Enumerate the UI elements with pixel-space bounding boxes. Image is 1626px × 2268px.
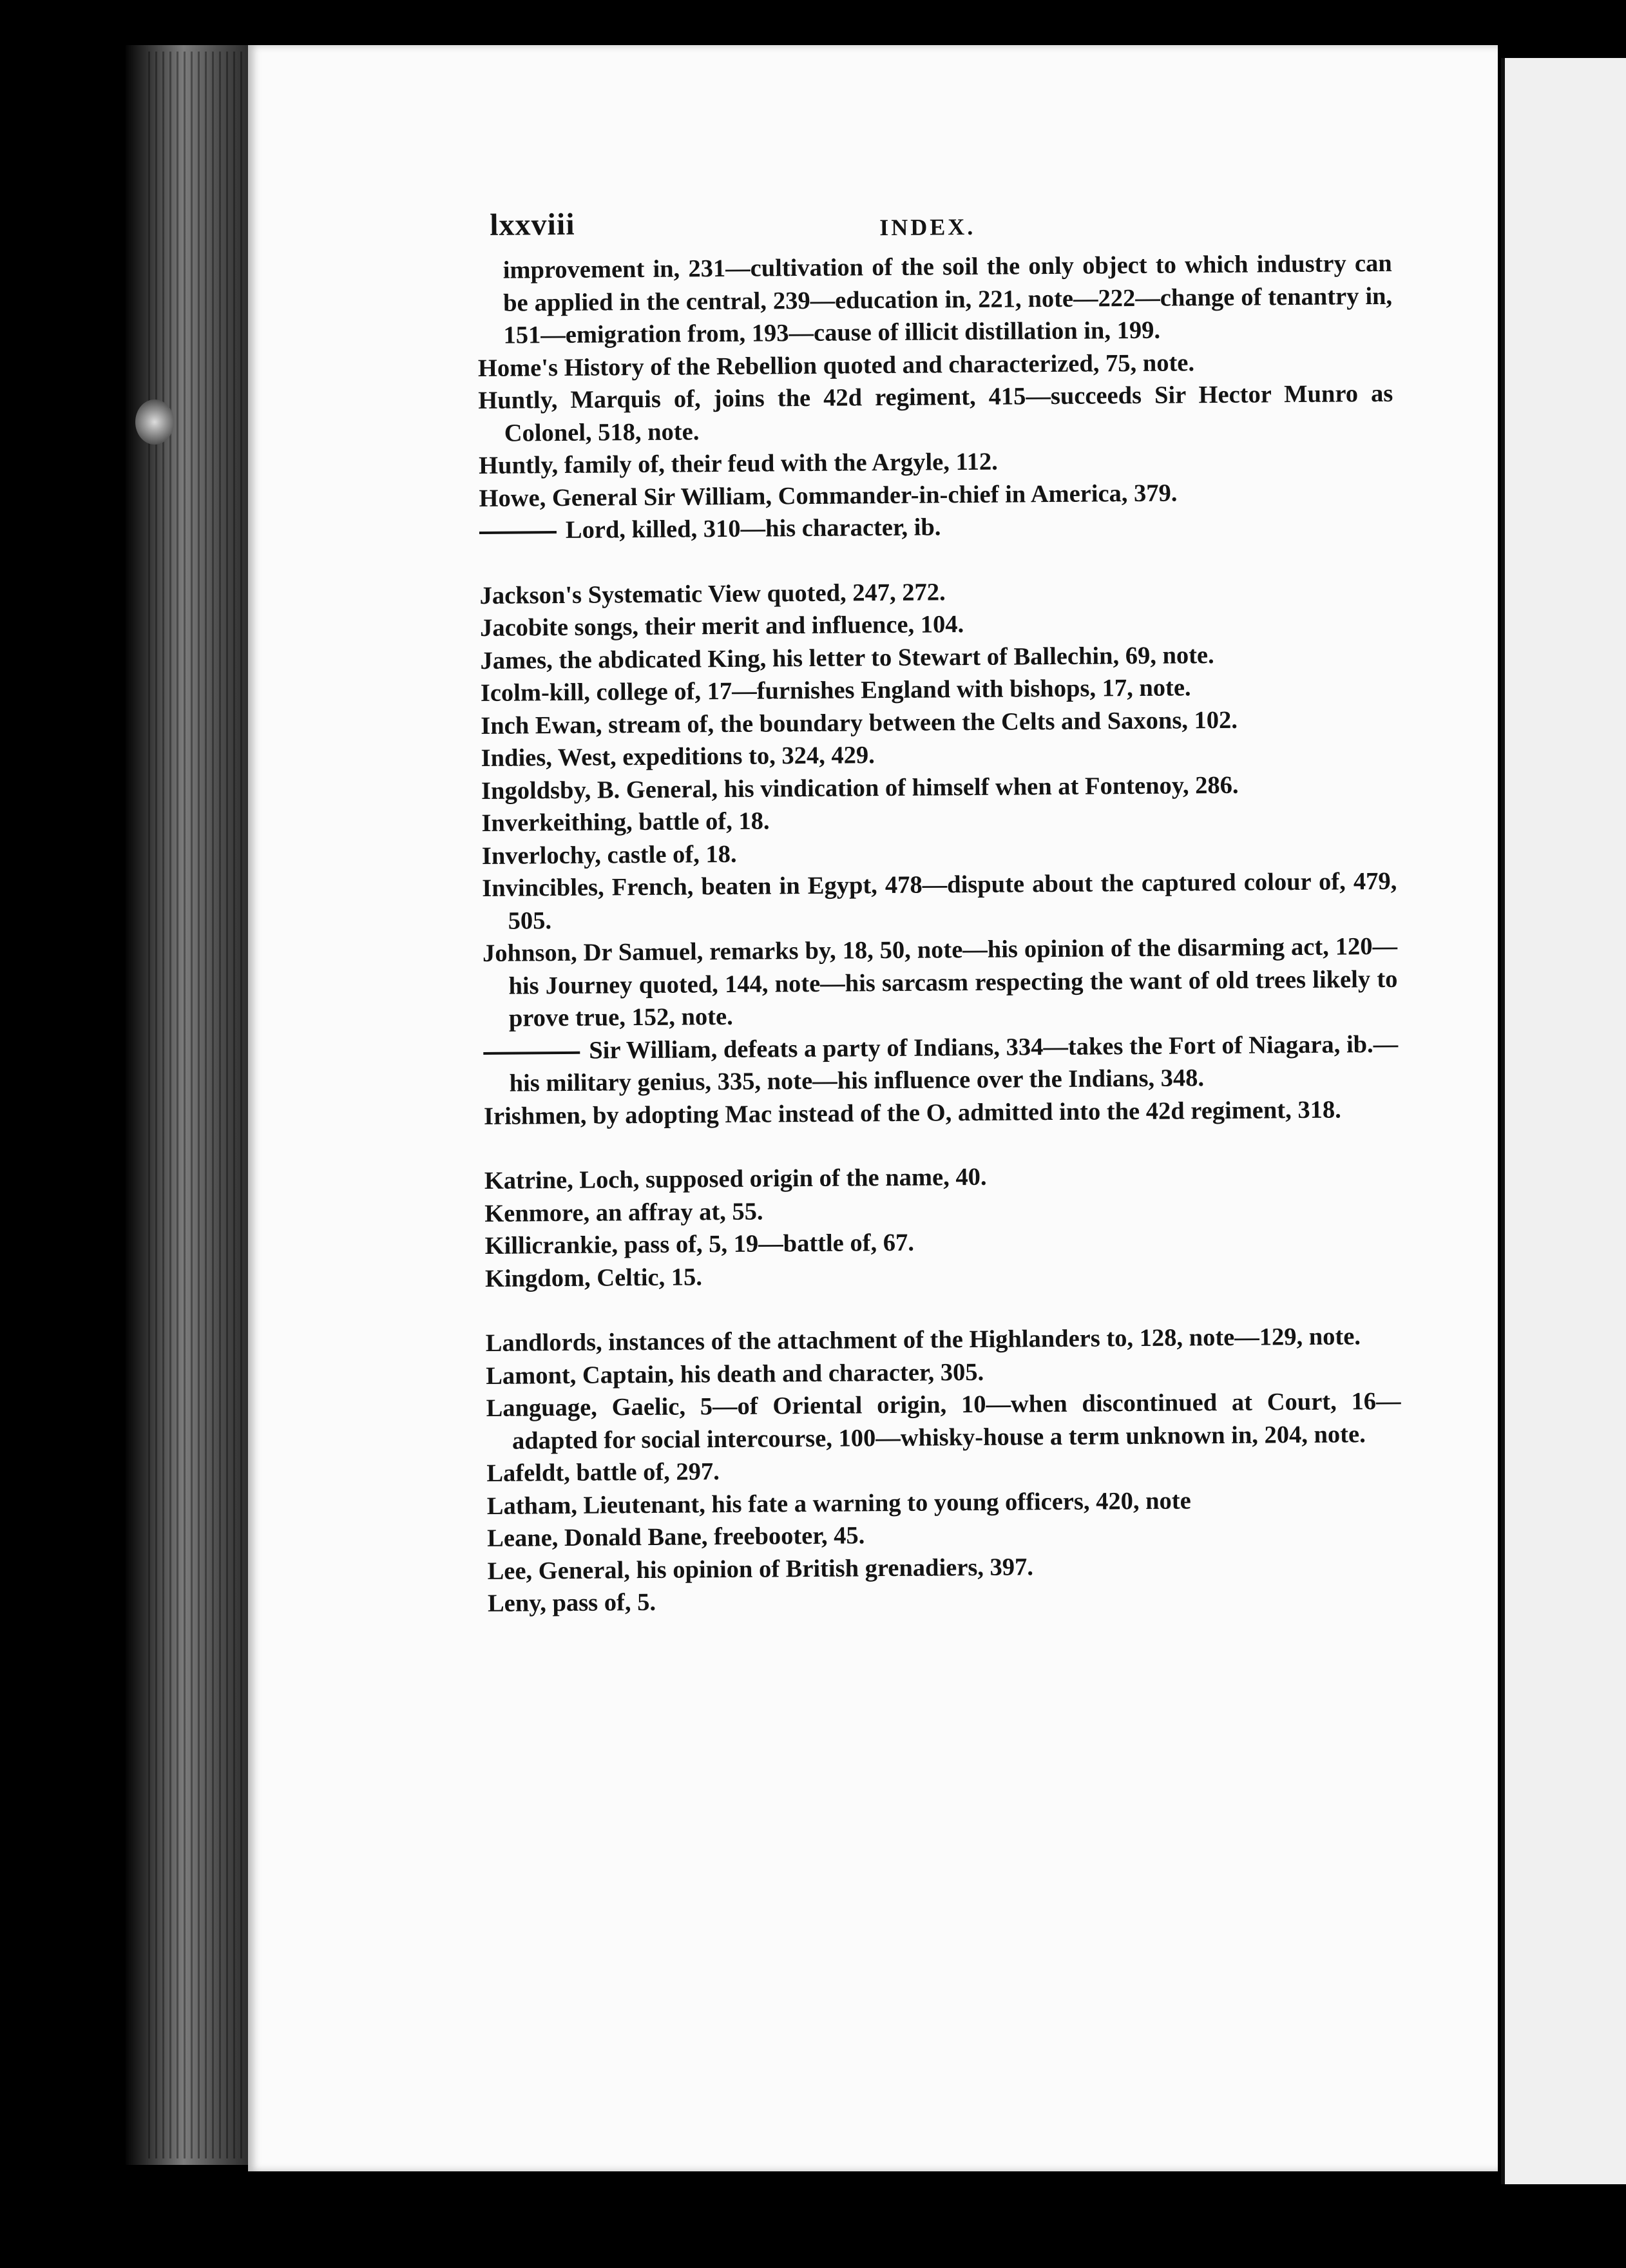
index-entry-text: Inverlochy, castle of, 18. [481,840,737,870]
index-entry [477,247,1393,352]
index-entry-text: Lamont, Captain, his death and character, 305. [486,1358,984,1390]
index-entry-text: Inch Ewan, stream of, the boundary between the Celts and Saxons, 102. [481,706,1238,740]
index-entry-text: Leane, Donald Bane, freebooter, 45. [487,1522,865,1552]
index-entry-text: Irishmen, by adopting Mac instead of the O, admitted into the 42d regiment, 318. [483,1096,1341,1130]
index-entry-text: Lafeldt, battle of, 297. [486,1458,720,1487]
index-entry-text: Jackson's Systematic View quoted, 247, 272. [479,578,946,610]
index-page-content [477,202,1402,1620]
index-entry-text: Invincibles, French, beaten in Egypt, 478—dispute about the captured colour of, 479, 505. [482,867,1397,935]
index-entry-text: Howe, General Sir William, Commander-in-chief in America, 379. [479,479,1178,512]
index-entry-text: Language, Gaelic, 5—of Oriental origin, 10—when discontinued at Court, 16—adapted for social intercourse, 100—whisky-house a term unknown in, 204, note. [486,1387,1401,1455]
ditto-dash [483,1051,580,1054]
running-title: INDEX. [879,213,976,241]
index-entry [482,865,1397,937]
index-entries [477,247,1403,1620]
ditto-dash [479,531,557,534]
index-entry-text: Kingdom, Celtic, 15. [484,1263,703,1293]
index-entry-text: Katrine, Loch, supposed origin of the name, 40. [484,1163,987,1195]
index-entry-text: Landlords, instances of the attachment of the Highlanders to, 128, note—129, note. [485,1323,1361,1357]
index-entry [483,930,1398,1035]
index-entry-text: Huntly, Marquis of, joins the 42d regiment, 415—succeeds Sir Hector Munro as Colonel, 518, note. [478,380,1393,447]
index-entry-text: Inverkeithing, battle of, 18. [481,807,770,837]
page-number: lxxviii [489,207,575,242]
index-entry-text: Icolm-kill, college of, 17—furnishes England with bishops, 17, note. [480,674,1191,707]
index-entry [486,1385,1401,1457]
index-entry-text: Indies, West, expeditions to, 324, 429. [481,742,875,772]
index-entry-text: Leny, pass of, 5. [487,1588,656,1617]
index-entry-text: Jacobite songs, their merit and influence, 104. [479,611,964,642]
spine-texture [148,52,245,2158]
binding-hole [135,399,174,445]
index-entry-text: Johnson, Dr Samuel, remarks by, 18, 50, note—his opinion of the disarming act, 120—his Journey quoted, 144, note—his sarcasm respecting the want of old trees likely to prove true, 152, note. [482,932,1398,1032]
facing-page-edge [1501,58,1626,2184]
index-entry-text: Ingoldsby, B. General, his vindication of himself when at Fontenoy, 286. [481,771,1239,805]
page-header [477,202,1392,255]
index-entry-text: improvement in, 231—cultivation of the soil the only object to which industry can be applied in the central, 239—education in, 221, note—222—change of tenantry in, 151—emigration from, 193—cause of illicit distillation in, 199. [502,249,1393,349]
index-entry-text: Kenmore, an affray at, 55. [484,1198,763,1227]
index-entry-text: Lee, General, his opinion of British grenadiers, 397. [487,1553,1034,1585]
index-entry-text: Lord, killed, 310—his character, ib. [565,514,941,544]
index-entry-text: Killicrankie, pass of, 5, 19—battle of, 67. [484,1229,915,1260]
index-entry-text: James, the abdicated King, his letter to Stewart of Ballechin, 69, note. [480,641,1214,675]
index-entry-text: Sir William, defeats a party of Indians, 334—takes the Fort of Niagara, ib.—his military genius, 335, note—his influence over the Indians, 348. [509,1030,1399,1097]
index-entry [478,378,1393,450]
index-entry [483,1028,1399,1100]
index-entry-text: Home's History of the Rebellion quoted and characterized, 75, note. [477,349,1195,382]
index-entry-text: Huntly, family of, their feud with the Argyle, 112. [478,448,998,479]
index-entry-text: Latham, Lieutenant, his fate a warning to young officers, 420, note [486,1486,1191,1520]
